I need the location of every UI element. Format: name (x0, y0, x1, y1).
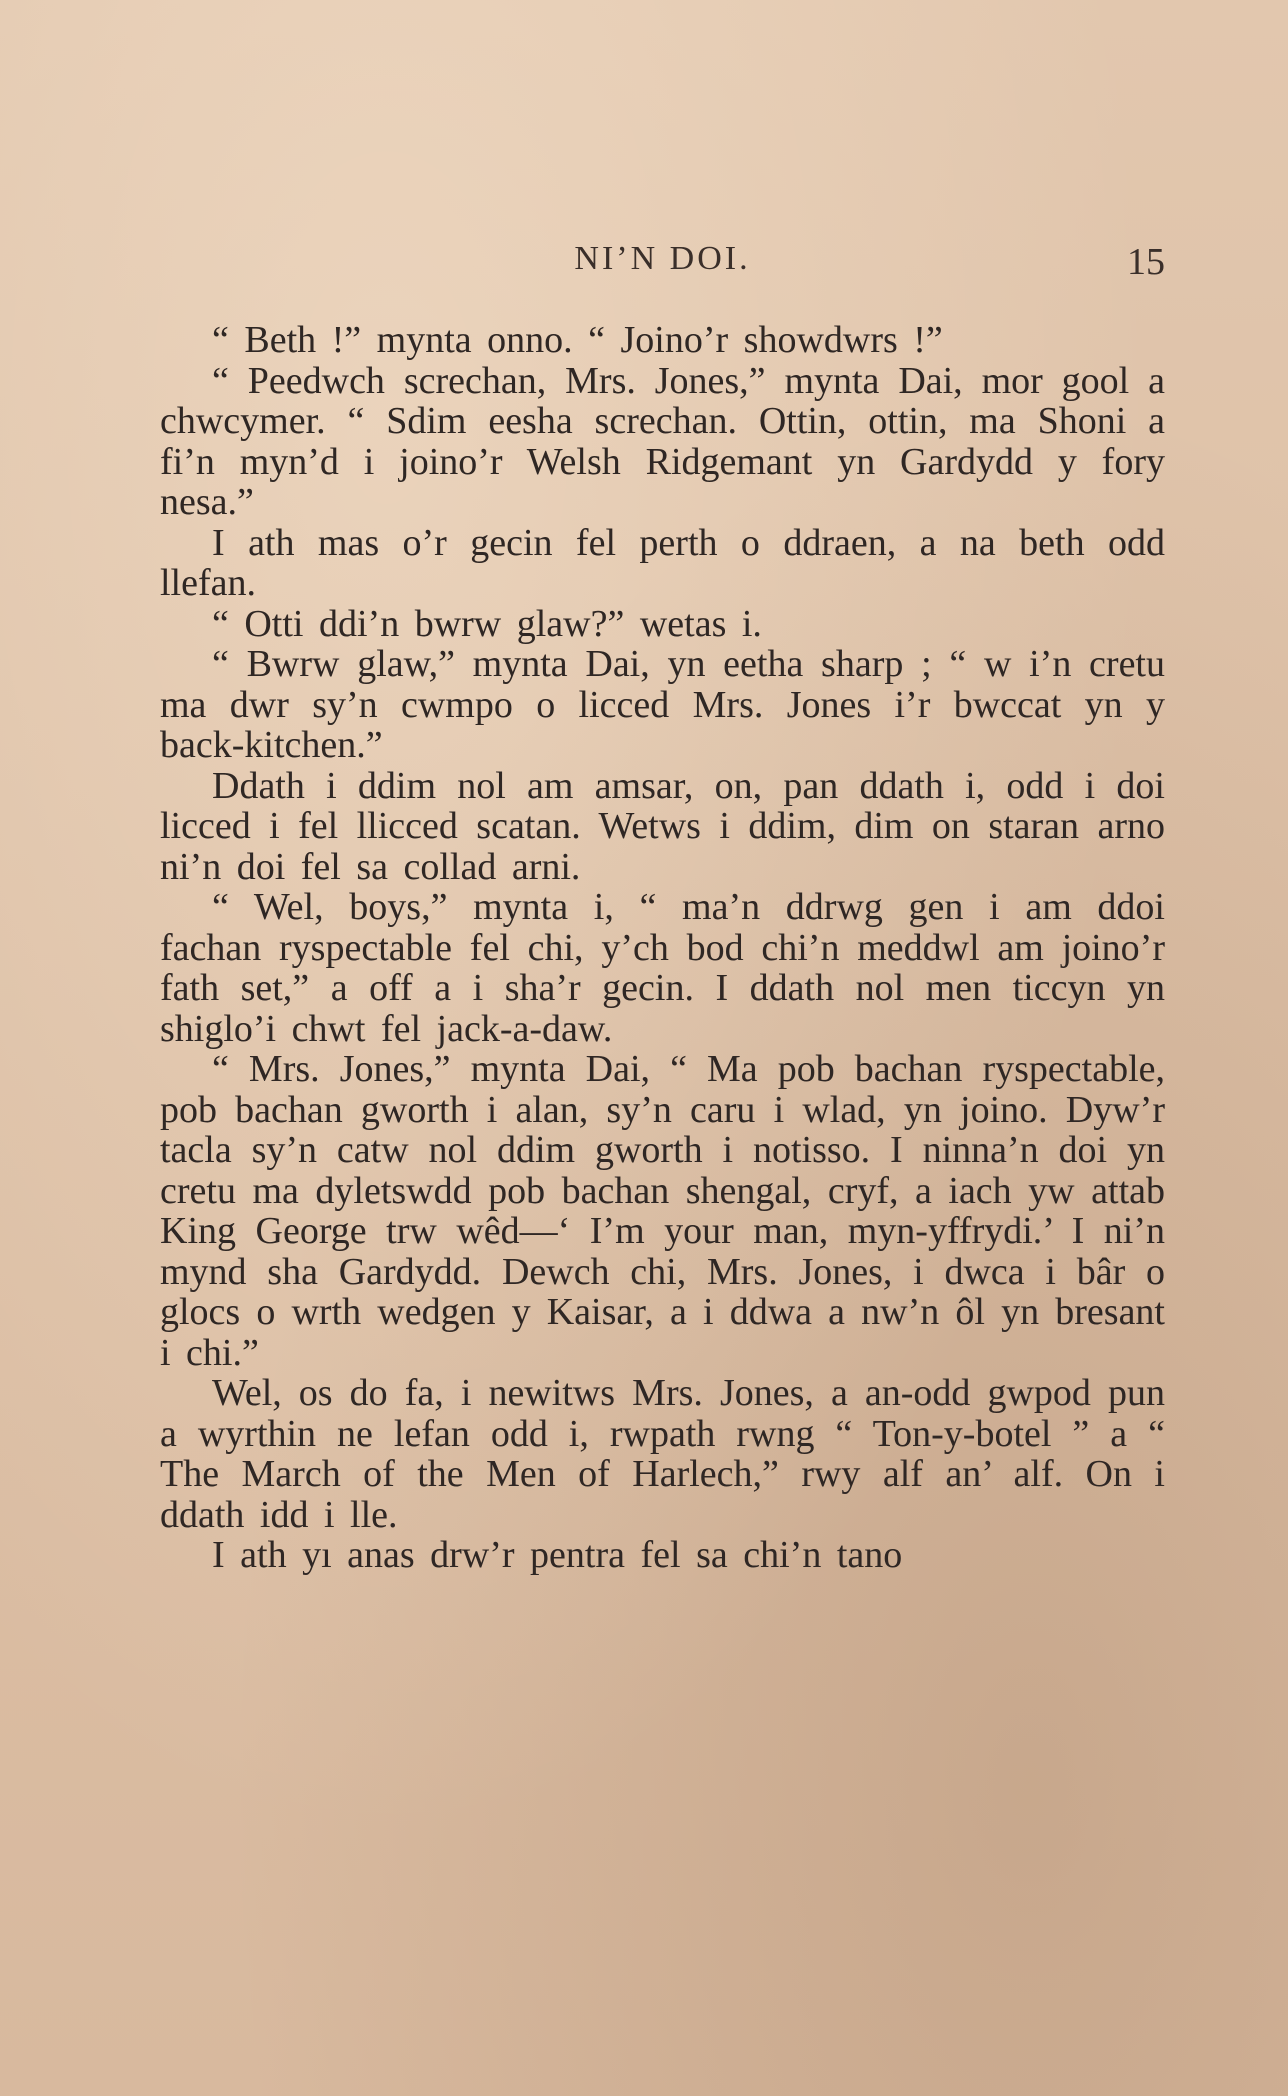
body-text (160, 320, 1165, 1576)
paragraph: “ Beth !” mynta onno. “ Joino’r showdwrs !” (212, 319, 943, 361)
page-number: 15 (1127, 241, 1165, 283)
paragraph: I ath mas o’r gecin fel perth o ddraen, a na beth odd llefan. (160, 521, 1165, 604)
page-header (160, 240, 1165, 290)
paragraph: Ddath i ddim nol am amsar, on, pan ddath i, odd i doi licced i fel llicced scatan. Wetws i ddim, dim on staran arno ni’n doi fel sa collad arni. (160, 764, 1165, 888)
paragraph: “ Peedwch screchan, Mrs. Jones,” mynta Dai, mor gool a chwcymer. “ Sdim eesha screchan. Ottin, ottin, ma Shoni a fi’n myn’d i joino’r Welsh Ridgemant yn Gardydd y fory nesa.” (160, 359, 1165, 523)
paragraph: “ Otti ddi’n bwrw glaw?” wetas i. (212, 602, 762, 645)
paragraph: I ath yı anas drw’r pentra fel sa chi’n tano (212, 1534, 903, 1576)
paragraph: “ Wel, boys,” mynta i, “ ma’n ddrwg gen i am ddoi fachan ryspectable fel chi, y’ch bod chi’n meddwl am joino’r fath set,” a off a i sha’r gecin. I ddath nol men ticcyn yn shiglo’i chwt fel jack-a-daw. (160, 886, 1165, 1050)
paragraph: “ Mrs. Jones,” mynta Dai, “ Ma pob bachan ryspectable, pob bachan gworth i alan, sy’n caru i wlad, yn joino. Dyw’r tacla sy’n catw nol ddim gworth i notisso. I ninna’n doi yn cretu ma dyletswdd pob bachan shengal, cryf, a iach yw attab King George trw wêd—‘ I’m your man, myn-yffrydi.’ I ni’n mynd sha Gardydd. Dewch chi, Mrs. Jones, i dwca i bâr o glocs o wrth wedgen y Kaisar, a i ddwa a nw’n ôl yn bresant i chi.” (160, 1048, 1165, 1374)
paragraph: “ Bwrw glaw,” mynta Dai, yn eetha sharp ; “ w i’n cretu ma dwr sy’n cwmpo o licced Mrs. Jones i’r bwccat yn y back-kitchen.” (160, 643, 1165, 766)
running-title: NI’N DOI. (574, 240, 751, 277)
paragraph: Wel, os do fa, i newitws Mrs. Jones, a an-odd gwpod pun a wyrthin ne lefan odd i, rwpath rwng “ Ton-y-botel ” a “ The March of the Men of Harlech,” rwy alf an’ alf. On i ddath idd i lle. (160, 1372, 1165, 1536)
